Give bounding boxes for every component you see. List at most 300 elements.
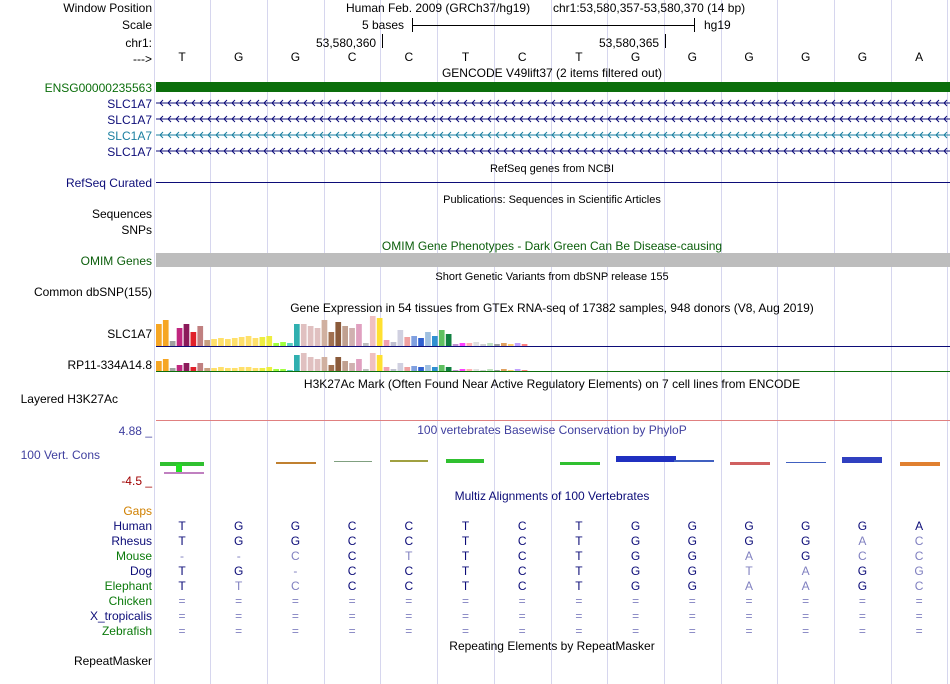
scale-bar-left-tick — [412, 18, 413, 32]
conservation-glyph — [616, 456, 676, 462]
track-label-refseq[interactable]: RefSeq Curated — [65, 176, 152, 190]
aligned-base-zebrafish: = — [461, 624, 469, 638]
aligned-base-elephant: A — [744, 579, 753, 593]
aligned-base-xtrop: = — [688, 609, 696, 623]
omim-feature[interactable] — [156, 253, 950, 267]
conservation-glyph — [334, 461, 372, 462]
gtex-bar-slc1a7 — [418, 338, 424, 346]
aligned-base-chicken: = — [802, 594, 810, 608]
gtex-bar-slc1a7 — [301, 324, 307, 346]
publications-title: Publications: Sequences in Scientific Articles — [443, 194, 661, 206]
gtex-bar-rp11 — [191, 367, 197, 371]
label-window-position: Window Position — [63, 1, 152, 15]
label-chr: chr1: — [125, 36, 152, 50]
gtex-bar-rp11 — [204, 368, 210, 371]
aligned-base-rhesus: T — [461, 534, 470, 548]
gtex-bar-rp11 — [177, 365, 183, 371]
conservation-negative — [164, 472, 204, 474]
conservation-glyph — [390, 460, 428, 462]
gtex-expression-bars[interactable] — [156, 312, 950, 374]
gencode-ensg-feature[interactable] — [156, 82, 950, 92]
aligned-base-zebrafish: = — [178, 624, 186, 638]
cons-title: 100 vertebrates Basewise Conservation by PhyloP — [417, 423, 687, 437]
aligned-base-zebrafish: = — [291, 624, 299, 638]
track-label-dbsnp[interactable]: Common dbSNP(155) — [33, 285, 152, 299]
base-letter: G — [290, 50, 301, 64]
aligned-base-dog: G — [234, 564, 244, 578]
base-letter: C — [517, 50, 527, 64]
aligned-base-dog: C — [517, 564, 527, 578]
scale-bar — [412, 25, 694, 26]
aligned-base-elephant: C — [291, 579, 300, 593]
track-label-slc1a7-4[interactable]: SLC1A7 — [107, 145, 152, 159]
gtex-bar-rp11 — [411, 366, 417, 371]
gtex-bar-rp11 — [404, 367, 410, 371]
gtex-bar-slc1a7 — [260, 337, 266, 346]
aligned-base-elephant: T — [178, 579, 186, 593]
aligned-base-zebrafish: = — [632, 624, 640, 638]
gtex-bar-rp11 — [239, 367, 245, 371]
aligned-base-mouse: C — [858, 549, 867, 563]
gtex-bar-slc1a7 — [404, 337, 410, 346]
aligned-base-rhesus: T — [575, 534, 583, 548]
gtex-bar-rp11 — [501, 369, 507, 371]
aligned-base-human: G — [234, 519, 244, 533]
gtex-bar-rp11 — [266, 367, 272, 371]
species-chicken: Chicken — [108, 594, 152, 608]
gtex-bar-slc1a7 — [329, 332, 335, 346]
gtex-bar-rp11 — [260, 368, 266, 371]
gtex-bar-rp11 — [329, 365, 335, 371]
aligned-base-zebrafish: = — [405, 624, 413, 638]
gtex-bar-rp11 — [432, 367, 438, 371]
track-label-gtex-slc1a7[interactable]: SLC1A7 — [107, 327, 152, 341]
gtex-bar-rp11 — [473, 369, 479, 371]
h3k27ac-signal[interactable] — [156, 420, 950, 421]
gtex-bar-rp11 — [197, 363, 203, 371]
aligned-base-xtrop: = — [858, 609, 866, 623]
gtex-bar-slc1a7 — [156, 324, 162, 346]
dbsnp-title: Short Genetic Variants from dbSNP release 155 — [435, 271, 669, 283]
aligned-base-dog: G — [630, 564, 641, 578]
refseq-title: RefSeq genes from NCBI — [489, 163, 615, 175]
conservation-glyph — [276, 462, 316, 464]
phylop-conservation[interactable] — [156, 448, 950, 480]
conservation-spike — [176, 464, 182, 472]
aligned-base-dog: T — [178, 564, 186, 578]
gtex-bar-slc1a7 — [322, 320, 328, 346]
aligned-base-zebrafish: = — [802, 624, 810, 638]
gtex-bar-rp11 — [163, 359, 169, 371]
gtex-bar-slc1a7 — [253, 338, 259, 346]
aligned-base-human: G — [857, 519, 868, 533]
conservation-glyph — [730, 462, 770, 465]
gtex-bar-slc1a7 — [204, 340, 210, 346]
aligned-base-rhesus: G — [744, 534, 754, 548]
aligned-base-elephant: C — [517, 579, 527, 593]
aligned-base-zebrafish: = — [858, 624, 866, 638]
gtex-bar-rp11 — [370, 353, 376, 371]
track-label-h3k27ac[interactable]: Layered H3K27Ac — [20, 392, 118, 406]
aligned-base-elephant: A — [801, 579, 810, 593]
track-label-ensg[interactable]: ENSG00000235563 — [44, 81, 152, 95]
gtex-bar-rp11 — [273, 369, 279, 371]
gtex-bar-rp11 — [156, 361, 162, 371]
gtex-bar-rp11 — [391, 369, 397, 371]
aligned-base-dog: G — [687, 564, 697, 578]
aligned-base-dog: G — [914, 564, 924, 578]
assembly-title: Human Feb. 2009 (GRCh37/hg19) — [346, 1, 531, 15]
gtex-bar-rp11 — [294, 355, 300, 371]
ruler-pos-1: 53,580,360 — [316, 36, 377, 50]
ruler-pos-2: 53,580,365 — [599, 36, 660, 50]
aligned-base-chicken: = — [632, 594, 640, 608]
track-label-snps[interactable]: SNPs — [121, 223, 152, 237]
aligned-base-chicken: = — [405, 594, 413, 608]
aligned-base-chicken: = — [575, 594, 583, 608]
aligned-base-elephant: G — [687, 579, 697, 593]
gtex-bar-rp11 — [508, 370, 514, 371]
gtex-bar-slc1a7 — [425, 332, 431, 346]
gtex-bar-slc1a7 — [177, 328, 183, 346]
aligned-base-human: A — [915, 519, 924, 533]
aligned-base-xtrop: = — [915, 609, 923, 623]
gtex-bar-slc1a7 — [522, 344, 528, 346]
gtex-bar-slc1a7 — [225, 339, 231, 346]
conservation-glyph — [842, 457, 882, 463]
aligned-base-chicken: = — [291, 594, 299, 608]
species-mouse: Mouse — [115, 549, 152, 563]
aligned-base-xtrop: = — [575, 609, 583, 623]
aligned-base-dog: C — [347, 564, 357, 578]
gtex-bar-rp11 — [280, 369, 286, 371]
aligned-base-human: T — [461, 519, 470, 533]
gtex-bar-rp11 — [335, 357, 341, 371]
gtex-bar-slc1a7 — [515, 343, 521, 346]
aligned-base-human: G — [290, 519, 301, 533]
gtex-bar-rp11 — [170, 368, 176, 371]
gtex-bar-rp11 — [515, 369, 521, 371]
gtex-bar-rp11 — [246, 367, 252, 371]
base-letter: G — [801, 50, 811, 64]
aligned-base-chicken: = — [461, 594, 469, 608]
aligned-base-xtrop: = — [745, 609, 753, 623]
gtex-bar-slc1a7 — [232, 338, 238, 346]
aligned-base-dog: G — [857, 564, 868, 578]
gtex-bar-slc1a7 — [460, 343, 466, 346]
aligned-base-xtrop: = — [235, 609, 243, 623]
gtex-bar-slc1a7 — [170, 341, 176, 346]
gtex-bar-rp11 — [184, 363, 190, 371]
aligned-base-mouse: T — [461, 549, 470, 563]
species-rhesus: Rhesus — [111, 534, 152, 548]
track-label-omim[interactable]: OMIM Genes — [80, 254, 152, 268]
gtex-bar-rp11 — [453, 370, 459, 371]
base-letter: G — [687, 50, 697, 64]
gtex-bar-slc1a7 — [315, 328, 321, 346]
gtex-bar-rp11 — [384, 367, 390, 371]
gtex-bar-slc1a7 — [494, 344, 500, 346]
gtex-bar-slc1a7 — [467, 343, 473, 346]
conservation-glyph — [446, 459, 484, 463]
gtex-bar-rp11 — [446, 367, 452, 371]
aligned-base-mouse: T — [405, 549, 413, 563]
aligned-base-mouse: G — [687, 549, 697, 563]
aligned-base-xtrop: = — [291, 609, 299, 623]
gtex-bar-slc1a7 — [377, 318, 383, 346]
conservation-glyph — [786, 462, 826, 463]
gtex-bar-slc1a7 — [308, 326, 314, 346]
aligned-base-mouse: G — [630, 549, 641, 563]
track-label-repeatmasker[interactable]: RepeatMasker — [73, 654, 152, 668]
gtex-bar-slc1a7 — [384, 340, 390, 346]
gtex-bar-slc1a7 — [163, 320, 169, 346]
gtex-bar-rp11 — [480, 370, 486, 371]
gtex-bar-rp11 — [232, 368, 238, 371]
aligned-base-dog: T — [745, 564, 753, 578]
scale-db: hg19 — [704, 18, 731, 32]
scale-bar-text: 5 bases — [362, 18, 405, 32]
aligned-base-mouse: - — [236, 549, 241, 563]
conservation-glyph — [900, 462, 940, 466]
aligned-base-human: G — [744, 519, 754, 533]
slc1a7-transcripts[interactable] — [156, 96, 950, 158]
base-letter: T — [178, 50, 186, 64]
aligned-base-human: G — [801, 519, 811, 533]
aligned-base-mouse: - — [180, 549, 184, 563]
aligned-base-mouse: C — [291, 549, 300, 563]
gtex-bar-slc1a7 — [480, 344, 486, 346]
gtex-bar-rp11 — [522, 370, 528, 371]
gtex-bar-rp11 — [439, 365, 445, 371]
grid-line — [154, 0, 155, 684]
aligned-base-rhesus: G — [801, 534, 811, 548]
gtex-bar-slc1a7 — [356, 324, 362, 346]
aligned-base-elephant: T — [461, 579, 470, 593]
aligned-base-zebrafish: = — [235, 624, 243, 638]
aligned-base-rhesus: G — [630, 534, 641, 548]
species-dog: Dog — [129, 564, 152, 578]
gtex-bar-rp11 — [377, 355, 383, 371]
gtex-bar-rp11 — [225, 368, 231, 371]
base-letter: T — [461, 50, 470, 64]
gtex-bar-rp11 — [322, 357, 328, 371]
aligned-base-mouse: G — [801, 549, 811, 563]
gtex-bar-rp11 — [418, 367, 424, 371]
base-letter: C — [404, 50, 414, 64]
gtex-bar-rp11 — [308, 357, 314, 371]
aligned-base-chicken: = — [915, 594, 923, 608]
aligned-base-human: C — [347, 519, 357, 533]
aligned-base-chicken: = — [518, 594, 526, 608]
track-label-cons[interactable]: 100 Vert. Cons — [20, 448, 100, 462]
gtex-bar-slc1a7 — [363, 343, 369, 346]
aligned-base-mouse: T — [575, 549, 583, 563]
aligned-base-chicken: = — [348, 594, 356, 608]
gtex-bar-rp11 — [460, 369, 466, 371]
aligned-base-xtrop: = — [802, 609, 810, 623]
aligned-base-xtrop: = — [405, 609, 413, 623]
gtex-bar-slc1a7 — [398, 330, 404, 346]
aligned-base-mouse: C — [347, 549, 357, 563]
gtex-bar-slc1a7 — [501, 343, 507, 346]
gtex-bar-rp11 — [467, 369, 473, 371]
aligned-base-elephant: C — [404, 579, 414, 593]
species-human: Human — [113, 519, 152, 533]
gtex-bar-rp11 — [398, 363, 404, 371]
aligned-base-chicken: = — [235, 594, 243, 608]
gtex-bar-slc1a7 — [239, 337, 245, 346]
gtex-bar-rp11 — [342, 361, 348, 371]
gtex-bar-slc1a7 — [508, 344, 514, 346]
gtex-bar-rp11 — [356, 359, 362, 371]
aligned-base-chicken: = — [858, 594, 866, 608]
aligned-base-elephant: T — [575, 579, 583, 593]
aligned-base-xtrop: = — [632, 609, 640, 623]
aligned-base-xtrop: = — [178, 609, 186, 623]
aligned-base-zebrafish: = — [518, 624, 526, 638]
aligned-base-zebrafish: = — [688, 624, 696, 638]
aligned-base-rhesus: G — [687, 534, 697, 548]
track-label-slc1a7-2[interactable]: SLC1A7 — [107, 113, 152, 127]
ruler-tick-1 — [382, 34, 383, 48]
gtex-bar-rp11 — [253, 368, 259, 371]
cons-max-label: 4.88 _ — [118, 424, 152, 438]
gtex-bar-rp11 — [211, 368, 217, 371]
aligned-base-rhesus: T — [178, 534, 186, 548]
gtex-bar-slc1a7 — [349, 328, 355, 346]
gtex-title: Gene Expression in 54 tissues from GTEx RNA-seq of 17382 samples, 948 donors (V8, Aug 2019) — [290, 301, 814, 315]
gtex-bar-rp11 — [301, 353, 307, 371]
gtex-bar-slc1a7 — [211, 339, 217, 346]
aligned-base-elephant: T — [235, 579, 243, 593]
aligned-base-rhesus: G — [234, 534, 244, 548]
aligned-base-dog: T — [575, 564, 583, 578]
aligned-base-human: C — [517, 519, 527, 533]
aligned-base-chicken: = — [178, 594, 186, 608]
base-letter: A — [915, 50, 924, 64]
label-strand-arrow: ---> — [133, 52, 152, 66]
gtex-bar-slc1a7 — [370, 316, 376, 346]
gtex-bar-slc1a7 — [411, 336, 417, 346]
gtex-bar-slc1a7 — [473, 342, 479, 346]
aligned-base-rhesus: G — [290, 534, 301, 548]
aligned-base-rhesus: C — [517, 534, 527, 548]
track-label-gaps[interactable]: Gaps — [123, 504, 152, 518]
aligned-base-chicken: = — [688, 594, 696, 608]
ruler-tick-2 — [665, 34, 666, 48]
aligned-base-mouse: A — [744, 549, 753, 563]
aligned-base-human: C — [404, 519, 414, 533]
gtex-bar-rp11 — [287, 370, 293, 371]
track-label-sequences[interactable]: Sequences — [91, 207, 152, 221]
species-xtropicalis: X_tropicalis — [89, 609, 152, 623]
gtex-bar-rp11 — [218, 367, 224, 371]
base-letter: G — [630, 50, 641, 64]
aligned-base-xtrop: = — [518, 609, 526, 623]
gtex-bar-rp11 — [363, 369, 369, 371]
track-label-slc1a7-3[interactable]: SLC1A7 — [107, 129, 152, 143]
gtex-bar-slc1a7 — [266, 336, 272, 346]
base-letter: G — [857, 50, 868, 64]
aligned-base-human: T — [575, 519, 583, 533]
aligned-base-chicken: = — [745, 594, 753, 608]
gtex-bar-slc1a7 — [439, 330, 445, 346]
omim-title: OMIM Gene Phenotypes - Dark Green Can Be Disease-causing — [381, 239, 723, 253]
species-zebrafish: Zebrafish — [101, 624, 152, 638]
aligned-base-mouse: C — [517, 549, 527, 563]
gtex-bar-slc1a7 — [273, 343, 279, 346]
repeatmasker-title: Repeating Elements by RepeatMasker — [449, 639, 655, 653]
aligned-base-rhesus: C — [404, 534, 414, 548]
track-label-slc1a7-1[interactable]: SLC1A7 — [107, 97, 152, 111]
gtex-bar-slc1a7 — [453, 344, 459, 346]
species-elephant: Elephant — [104, 579, 152, 593]
aligned-base-rhesus: C — [347, 534, 357, 548]
aligned-base-xtrop: = — [461, 609, 469, 623]
base-letter: G — [234, 50, 244, 64]
gtex-bar-slc1a7 — [446, 334, 452, 346]
aligned-base-rhesus: A — [858, 534, 867, 548]
aligned-base-dog: - — [293, 564, 298, 578]
aligned-base-human: G — [630, 519, 641, 533]
gtex-bar-slc1a7 — [391, 342, 397, 346]
refseq-feature[interactable] — [156, 182, 950, 183]
gtex-bar-rp11 — [494, 370, 500, 371]
conservation-glyph — [560, 462, 600, 465]
aligned-base-human: G — [687, 519, 697, 533]
gtex-bar-slc1a7 — [191, 332, 197, 346]
gtex-bar-rp11 — [315, 359, 321, 371]
track-label-gtex-rp11[interactable]: RP11-334A14.8 — [67, 358, 152, 372]
gtex-bar-slc1a7 — [280, 342, 286, 346]
base-letter: G — [744, 50, 754, 64]
gtex-bar-slc1a7 — [342, 326, 348, 346]
gtex-bar-slc1a7 — [218, 338, 224, 346]
gtex-bar-slc1a7 — [246, 336, 252, 346]
gtex-bar-slc1a7 — [487, 343, 493, 346]
aligned-base-zebrafish: = — [348, 624, 356, 638]
aligned-base-elephant: G — [857, 579, 868, 593]
gtex-bar-slc1a7 — [197, 326, 203, 346]
gtex-bar-slc1a7 — [335, 322, 341, 346]
gencode-title: GENCODE V49lift37 (2 items filtered out) — [441, 66, 663, 80]
base-letter: C — [347, 50, 357, 64]
aligned-base-rhesus: C — [914, 534, 924, 548]
cons-min-label: -4.5 _ — [121, 474, 152, 488]
h3k27ac-title: H3K27Ac Mark (Often Found Near Active Regulatory Elements) on 7 cell lines from ENCODE — [303, 377, 801, 391]
aligned-base-dog: A — [801, 564, 810, 578]
aligned-base-zebrafish: = — [745, 624, 753, 638]
window-position-text: chr1:53,580,357-53,580,370 (14 bp) — [553, 1, 746, 15]
gtex-bar-rp11 — [425, 365, 431, 371]
scale-bar-right-tick — [694, 18, 695, 32]
aligned-base-zebrafish: = — [915, 624, 923, 638]
aligned-base-zebrafish: = — [575, 624, 583, 638]
aligned-base-dog: T — [461, 564, 470, 578]
multiz-title: Multiz Alignments of 100 Vertebrates — [454, 489, 650, 503]
gtex-bar-slc1a7 — [432, 336, 438, 346]
aligned-base-mouse: C — [914, 549, 924, 563]
gtex-bar-rp11 — [487, 369, 493, 371]
aligned-base-dog: C — [404, 564, 414, 578]
aligned-base-elephant: G — [630, 579, 641, 593]
gtex-bar-slc1a7 — [287, 343, 293, 346]
gtex-bar-rp11 — [349, 363, 355, 371]
gtex-bar-slc1a7 — [294, 324, 300, 346]
aligned-base-xtrop: = — [348, 609, 356, 623]
base-letter: T — [575, 50, 583, 64]
